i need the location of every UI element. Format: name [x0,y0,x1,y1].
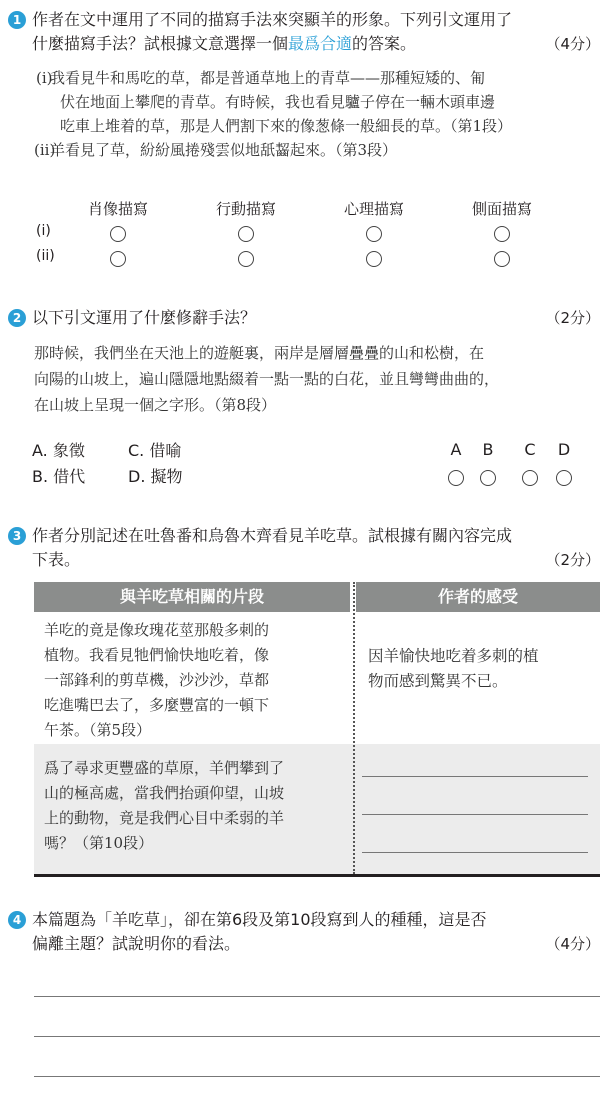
choice-letter: B [482,440,494,459]
column-header: 側面描寫 [471,200,532,218]
question-1 [8,8,604,268]
radio-circle[interactable] [366,251,382,267]
table-header-right: 作者的感受 [356,582,600,612]
question-number-badge: 3 [8,527,26,545]
quote-line: 那時候，我們坐在天池上的遊艇裏，兩岸是層層疊疊的山和松樹，在 [34,344,485,362]
question-4-prompt: 4 本篇題為「羊吃草」，卻在第6段及第10段寫到人的種種，這是否 偏離主題？試說明你的看法。 （4分） [8,908,604,956]
question-2-prompt: 2 以下引文運用了什麼修辭手法？ （2分） [8,306,604,330]
question-2 [8,306,604,496]
column-header: 肖像描寫 [87,200,148,218]
quote-line: 伏在地面上攀爬的青草。有時候，我也看見驢子停在一輛木頭車邊 [60,93,496,111]
column-divider [353,582,355,874]
quote-line: 在山坡上呈現一個之字形。（第8段） [34,396,277,414]
radio-circle[interactable] [366,226,382,242]
column-header: 行動描寫 [215,200,276,218]
radio-circle[interactable] [448,470,464,486]
answer-blank[interactable] [362,814,588,815]
radio-circle[interactable] [522,470,538,486]
question-3-prompt: 3 作者分別記述在吐魯番和烏魯木齊看見羊吃草。試根據有關內容完成 下表。 （2分） [8,524,604,572]
marks-label: （2分） [545,551,600,569]
quote-tag: (i) [36,69,53,87]
marks-label: （4分） [545,35,600,53]
radio-circle[interactable] [494,226,510,242]
quote-line: 羊看見了草，紛紛風捲殘雲似地舐齧起來。（第3段） [50,141,398,159]
table-row [34,612,600,744]
quote-block [34,340,604,418]
row-label: (ii) [36,248,55,264]
question-1-prompt: 1 作者在文中運用了不同的描寫手法來突顯羊的形象。下列引文運用了 什麼描寫手法？試根據文意選擇一個最爲合適的答案。 （4分） [8,8,604,56]
row-label: (i) [36,223,51,239]
option-list [32,438,183,490]
feeling-cell: 因羊愉快地吃着多刺的植 物而感到驚異不已。 [368,647,539,690]
radio-circle[interactable] [494,251,510,267]
answer-line[interactable] [34,996,600,997]
table-header-left: 與羊吃草相關的片段 [34,582,350,612]
quote-line: 吃車上堆着的草，那是人們割下來的像葱條一般細長的草。（第1段） [60,117,513,135]
table-bottom-rule [34,874,600,877]
option-label: D. 擬物 [128,467,183,486]
question-number-badge: 1 [8,11,26,29]
table-row [34,744,600,874]
passage-cell: 爲了尋求更豐盛的草原，羊們攀到了 山的極高處，當我們抬頭仰望，山坡 上的動物，竟是我們心目中柔弱的羊 嗎？（第10段） [44,759,285,852]
option-label: B. 借代 [32,467,86,486]
answer-blank[interactable] [362,776,588,777]
radio-circle[interactable] [110,226,126,242]
answer-blank[interactable] [362,852,588,853]
quote-block [8,66,604,162]
quote-line: 我看見牛和馬吃的草，都是普通草地上的青草——那種短矮的、匍 [50,69,486,87]
quote-tag: (ii) [34,141,56,159]
question-4 [8,908,604,968]
answer-line[interactable] [34,1036,600,1037]
choice-letter: C [524,440,536,459]
radio-circle[interactable] [556,470,572,486]
passage-cell: 羊吃的竟是像玫瑰花莖那般多刺的 植物。我看見牠們愉快地吃着，像 一部鋒利的剪草機，沙沙沙，草都 吃進嘴巴去了，多麼豐富的一頓下 午茶。（第5段） [44,621,270,739]
question-3 [8,524,604,584]
quote-line: 向陽的山坡上，遍山隱隱地點綴着一點一點的白花，並且彎彎曲曲的， [34,370,500,388]
question-number-badge: 2 [8,309,26,327]
radio-circle[interactable] [110,251,126,267]
question-number-badge: 4 [8,911,26,929]
marks-label: （4分） [545,935,600,953]
choice-letter: A [450,440,462,459]
choice-letter: D [557,440,571,459]
answer-line[interactable] [34,1076,600,1077]
radio-circle[interactable] [480,470,496,486]
column-header: 心理描寫 [343,200,404,218]
option-label: A. 象徵 [32,441,85,460]
marks-label: （2分） [545,309,600,327]
radio-circle[interactable] [238,226,254,242]
answer-table [34,582,600,878]
option-label: C. 借喻 [128,441,182,460]
radio-circle[interactable] [238,251,254,267]
choice-grid [8,198,604,278]
emphasis-text: 最爲合適 [288,34,353,53]
